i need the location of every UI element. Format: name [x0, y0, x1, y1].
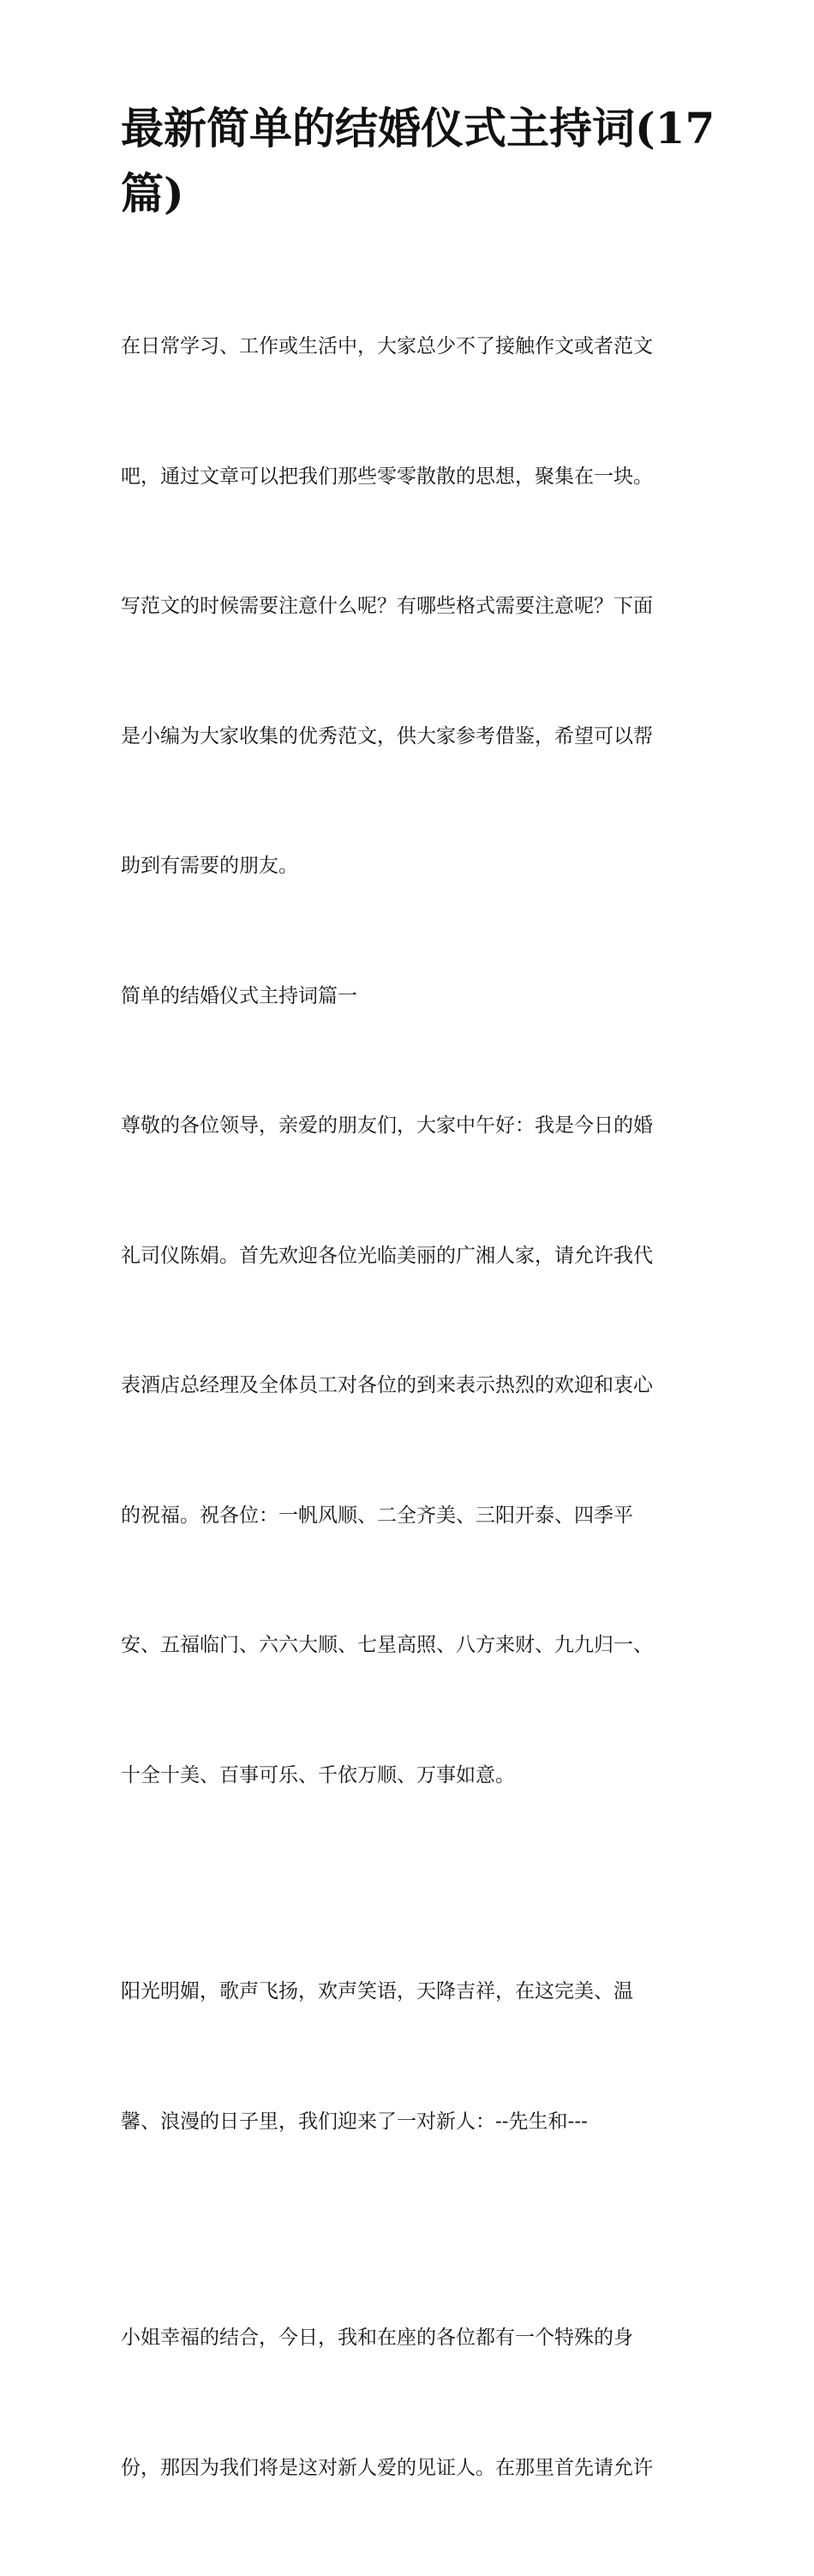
text-line: 礼司仪陈娟。首先欢迎各位光临美丽的广湘人家，请允许我代 [121, 1244, 653, 1267]
text-line: 表酒店总经理及全体员工对各位的到来表示热烈的欢迎和衷心 [121, 1374, 653, 1396]
intro-paragraph [121, 238, 697, 975]
section-heading: 简单的结婚仪式主持词篇一 [121, 984, 357, 1007]
text-line: 的祝福。祝各位：一帆风顺、二全齐美、三阳开泰、四季平 [121, 1504, 633, 1527]
text-line: 小姐幸福的结合，今日，我和在座的各位都有一个特殊的身 [121, 2327, 633, 2349]
body-paragraph-2 [121, 1883, 697, 2230]
body-paragraph-3 [121, 2230, 697, 2576]
text-line: 安、五福临门、六六大顺、七星高照、八方来财、九九归一、 [121, 1634, 653, 1656]
text-line: 馨、浪漫的日子里，我们迎来了一对新人：--先生和--- [121, 2110, 588, 2133]
document-title [121, 96, 715, 226]
text-line: 写范文的时候需要注意什么呢？有哪些格式需要注意呢？下面 [121, 595, 653, 617]
body-paragraph-1 [121, 1018, 697, 1883]
text-line: 是小编为大家收集的优秀范文，供大家参考借鉴，希望可以帮 [121, 724, 653, 748]
text-line: 吧，通过文章可以把我们那些零零散散的思想，聚集在一块。 [121, 465, 653, 488]
document-body [121, 96, 715, 2576]
text-line: 助到有需要的朋友。 [121, 855, 298, 877]
title-line: 篇) [121, 168, 184, 219]
text-line: 在日常学习、工作或生活中，大家总少不了接触作文或者范文 [121, 335, 653, 357]
text-line: 阳光明媚，歌声飞扬，欢声笑语，天降吉祥，在这完美、温 [121, 1980, 633, 2003]
text-line: 十全十美、百事可乐、千依万顺、万事如意。 [121, 1763, 515, 1786]
text-line: 份，那因为我们将是这对新人爱的见证人。在那里首先请允许 [121, 2456, 653, 2479]
text-line: 尊敬的各位领导，亲爱的朋友们，大家中午好：我是今日的婚 [121, 1114, 653, 1137]
title-line: 最新简单的结婚仪式主持词(17 [121, 103, 715, 153]
